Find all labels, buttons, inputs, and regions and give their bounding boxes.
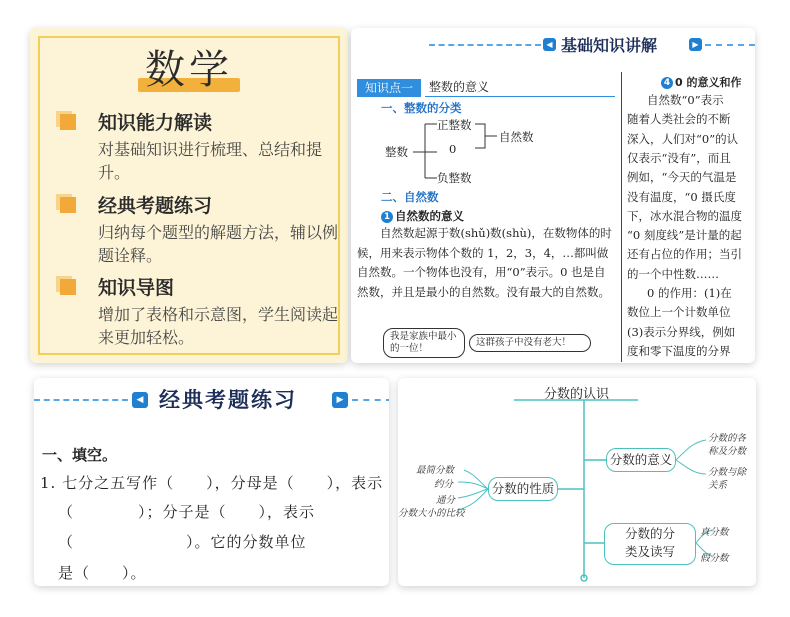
exercise-line: 是（ ）。 [58,564,147,582]
right-column-heading: 4 0 的意义和作 [661,74,741,90]
tree-natural: 自然数 [499,130,534,144]
column-divider [621,72,622,362]
right-column-line: “0 刻度线”是计量的起 [627,228,742,243]
knowledge-point-tag: 知识点一 [357,79,421,97]
leaf-label: 分数大小的比较 [398,508,465,519]
right-column-line: (3)表示分界线，例如 [627,324,736,339]
exercise-line: （ ）；分子是（ ），表示 [58,503,316,521]
node-fraction-properties: 分数的性质 [488,477,558,501]
tree-positive: 正整数 [437,118,472,132]
right-column-line: 数位上一个计数单位 [627,305,731,320]
right-column-line: 自然数“0”表示 [647,93,724,107]
right-column-line: 下，冰水混合物的温度 [627,208,742,223]
exercise-line: （ ）。它的分数单位 [58,533,307,551]
tree-zero: 0 [449,142,457,156]
banner-left-arrow-icon: ◀ [132,392,148,408]
exercise-section-heading: 一、填空。 [42,446,118,464]
leaf-label: 约分 [434,479,454,490]
banner-left-arrow-icon: ◀ [543,38,556,51]
leaf-label: 关系 [708,480,728,491]
knowledge-point-title: 整数的意义 [425,79,615,97]
banner-right-arrow-icon: ▶ [689,38,702,51]
node-fraction-classification: 分数的分 类及读写 [604,523,696,565]
feature-description: 增加了表格和示意图，学生阅读起来更加轻松。 [98,305,339,347]
bullet-square-icon [60,197,76,213]
mind-map-title: 分数的认识 [544,387,610,402]
exercise-line: 1. 七分之五写作（ ），分母是（ ），表示 [40,474,384,492]
leaf-label: 通分 [436,495,456,506]
leaf-label: 真分数 [700,527,729,538]
banner-title: 经典考题练习 [159,388,297,412]
integer-classification-tree [351,28,621,198]
textbook-page-preview [351,28,755,363]
section-heading: 一、整数的分类 [381,101,462,115]
feature-heading: 知识能力解读 [98,112,213,134]
speech-bubble: 这群孩子中没有老大！ [469,334,591,352]
feature-description: 对基础知识进行梳理、总结和提升。 [98,140,323,182]
leaf-label: 最简分数 [416,465,455,476]
right-column-text [623,92,755,362]
bullet-square-icon [60,279,76,295]
right-column-line: 仅表示“没有”，而且 [627,150,731,165]
tree-negative: 负整数 [437,171,472,185]
number-badge: 4 [661,77,673,89]
right-column-line: 还有占位的作用；当引 [627,247,742,262]
leaf-label: 分数与除 [708,467,747,478]
banner-dash-left [34,399,128,401]
number-badge: 1 [381,211,393,223]
exercise-panel [34,378,389,586]
banner-right-arrow-icon: ▶ [332,392,348,408]
tree-root: 整数 [385,145,408,159]
natural-number-paragraph: 自然数起源于数(shǔ)数(shù)，在数物体的时候，用来表示物体个数的 1，2，3，4，…都叫做自然数。一个物体也没有，用“0”表示。0 也是自然数，并且是最小的自然数。没有最大的自然数。 [357,226,612,299]
right-column-line: 随着人类社会的不断 [627,112,731,127]
section-heading: 二、自然数 [381,190,439,204]
bullet-square-icon [60,114,76,130]
subject-title: 数学 [30,38,348,95]
feature-description: 归纳每个题型的解题方法，辅以例题诠释。 [98,223,339,265]
leaf-label: 假分数 [700,553,729,564]
banner-dash-right [705,44,755,46]
right-column-line: 例如，“今天的气温是 [627,170,737,185]
right-column-line: 0 的作用：(1)在 [647,286,732,300]
leaf-label: 分数的各 [708,433,747,444]
node-fraction-meaning: 分数的意义 [606,448,676,472]
leaf-label: 称及分数 [708,446,747,457]
right-column-line: 深入，人们对“0”的认 [627,131,739,146]
speech-bubble: 我是家族中最小的一位！ [383,328,465,358]
feature-heading: 经典考题练习 [98,195,213,217]
mind-map-panel [398,378,756,586]
banner-dash-right [352,399,389,401]
banner-title: 基础知识讲解 [561,36,658,55]
feature-heading: 知识导图 [98,277,175,299]
subsection-heading: 1 自然数的意义 [381,208,464,224]
right-column-line: 没有温度，“0 摄氏度 [627,189,736,204]
right-column-line: 的一个中性数…… [627,266,719,281]
right-column-line: 度和零下温度的分界 [627,343,731,358]
intro-panel [30,28,348,363]
